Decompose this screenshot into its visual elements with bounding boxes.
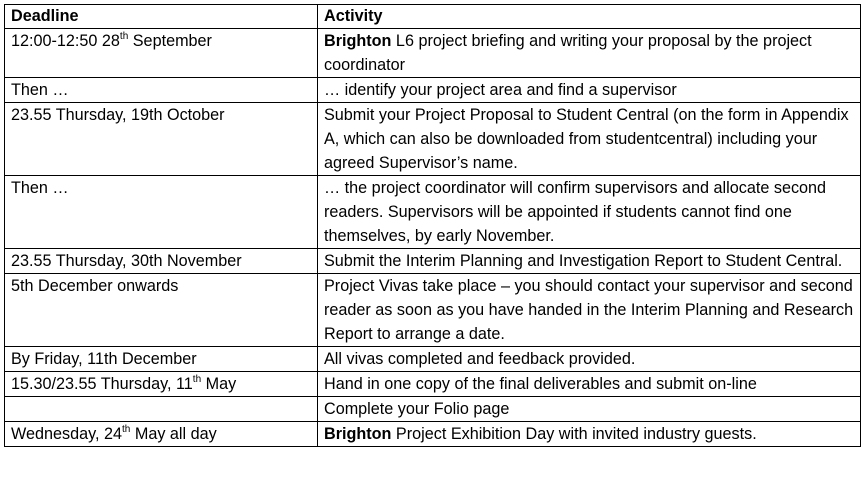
deadline-cell bbox=[5, 274, 318, 347]
activity-text: … identify your project area and find a supervisor bbox=[324, 81, 677, 99]
table-row bbox=[5, 29, 861, 78]
table-row bbox=[5, 249, 861, 274]
activity-text: Hand in one copy of the final deliverables and submit on-line bbox=[324, 375, 757, 393]
deadline-ordinal: th bbox=[192, 373, 202, 385]
deadline-cell bbox=[5, 249, 318, 274]
deadline-cell bbox=[5, 422, 318, 447]
activity-text: All vivas completed and feedback provided. bbox=[324, 350, 636, 368]
deadline-text: 23.55 Thursday, 30th November bbox=[11, 252, 242, 270]
deadline-cell bbox=[5, 397, 318, 422]
activity-text: Project Exhibition Day with invited industry guests. bbox=[391, 425, 757, 443]
activity-cell bbox=[318, 249, 861, 274]
deadline-text: Wednesday, 24 bbox=[11, 425, 122, 443]
deadline-text-suffix: September bbox=[128, 32, 212, 50]
activity-text: Submit your Project Proposal to Student Central (on the form in Appendix A, which can also be downloaded from studentcentral) including your agreed Supervisor’s name. bbox=[324, 106, 849, 172]
deadline-text-suffix: May bbox=[201, 375, 237, 393]
activity-text: Complete your Folio page bbox=[324, 400, 510, 418]
header-activity: Activity bbox=[318, 5, 861, 29]
activity-bold-text: Brighton bbox=[324, 32, 392, 50]
table-row bbox=[5, 78, 861, 103]
deadline-ordinal: th bbox=[119, 30, 129, 42]
activity-cell bbox=[318, 422, 861, 447]
table-row bbox=[5, 372, 861, 397]
deadline-text: Then … bbox=[11, 179, 69, 197]
deadline-text: By Friday, 11th December bbox=[11, 350, 197, 368]
header-row bbox=[5, 5, 861, 29]
schedule-table bbox=[4, 4, 861, 447]
table-row bbox=[5, 274, 861, 347]
activity-cell bbox=[318, 397, 861, 422]
table-row bbox=[5, 103, 861, 176]
activity-cell bbox=[318, 347, 861, 372]
activity-cell bbox=[318, 78, 861, 103]
activity-bold-text: Brighton bbox=[324, 425, 392, 443]
activity-cell bbox=[318, 274, 861, 347]
table-row bbox=[5, 422, 861, 447]
activity-text: … the project coordinator will confirm supervisors and allocate second readers. Supervisors will be appointed if students cannot find one themselves, by early November. bbox=[324, 179, 827, 245]
deadline-cell bbox=[5, 176, 318, 249]
table-row bbox=[5, 347, 861, 372]
deadline-cell bbox=[5, 372, 318, 397]
deadline-ordinal: th bbox=[122, 423, 131, 435]
deadline-text: 12:00-12:50 28 bbox=[11, 32, 120, 50]
deadline-text-suffix: May all day bbox=[130, 425, 217, 443]
deadline-text: 15.30/23.55 Thursday, 11 bbox=[11, 375, 193, 393]
table-row bbox=[5, 176, 861, 249]
deadline-cell bbox=[5, 29, 318, 78]
deadline-cell bbox=[5, 103, 318, 176]
activity-text: L6 project briefing and writing your proposal by the project coordinator bbox=[324, 32, 812, 74]
activity-cell bbox=[318, 372, 861, 397]
deadline-text: 5th December onwards bbox=[11, 277, 179, 295]
deadline-text: 23.55 Thursday, 19th October bbox=[11, 106, 225, 124]
deadline-cell bbox=[5, 78, 318, 103]
activity-text: Submit the Interim Planning and Investigation Report to Student Central. bbox=[324, 252, 843, 270]
deadline-cell bbox=[5, 347, 318, 372]
activity-cell bbox=[318, 103, 861, 176]
table-row bbox=[5, 397, 861, 422]
header-deadline: Deadline bbox=[5, 5, 318, 29]
activity-cell bbox=[318, 176, 861, 249]
activity-cell bbox=[318, 29, 861, 78]
deadline-text: Then … bbox=[11, 81, 69, 99]
activity-text: Project Vivas take place – you should contact your supervisor and second reader as soon as you have handed in the Interim Planning and Research Report to arrange a date. bbox=[324, 277, 854, 343]
